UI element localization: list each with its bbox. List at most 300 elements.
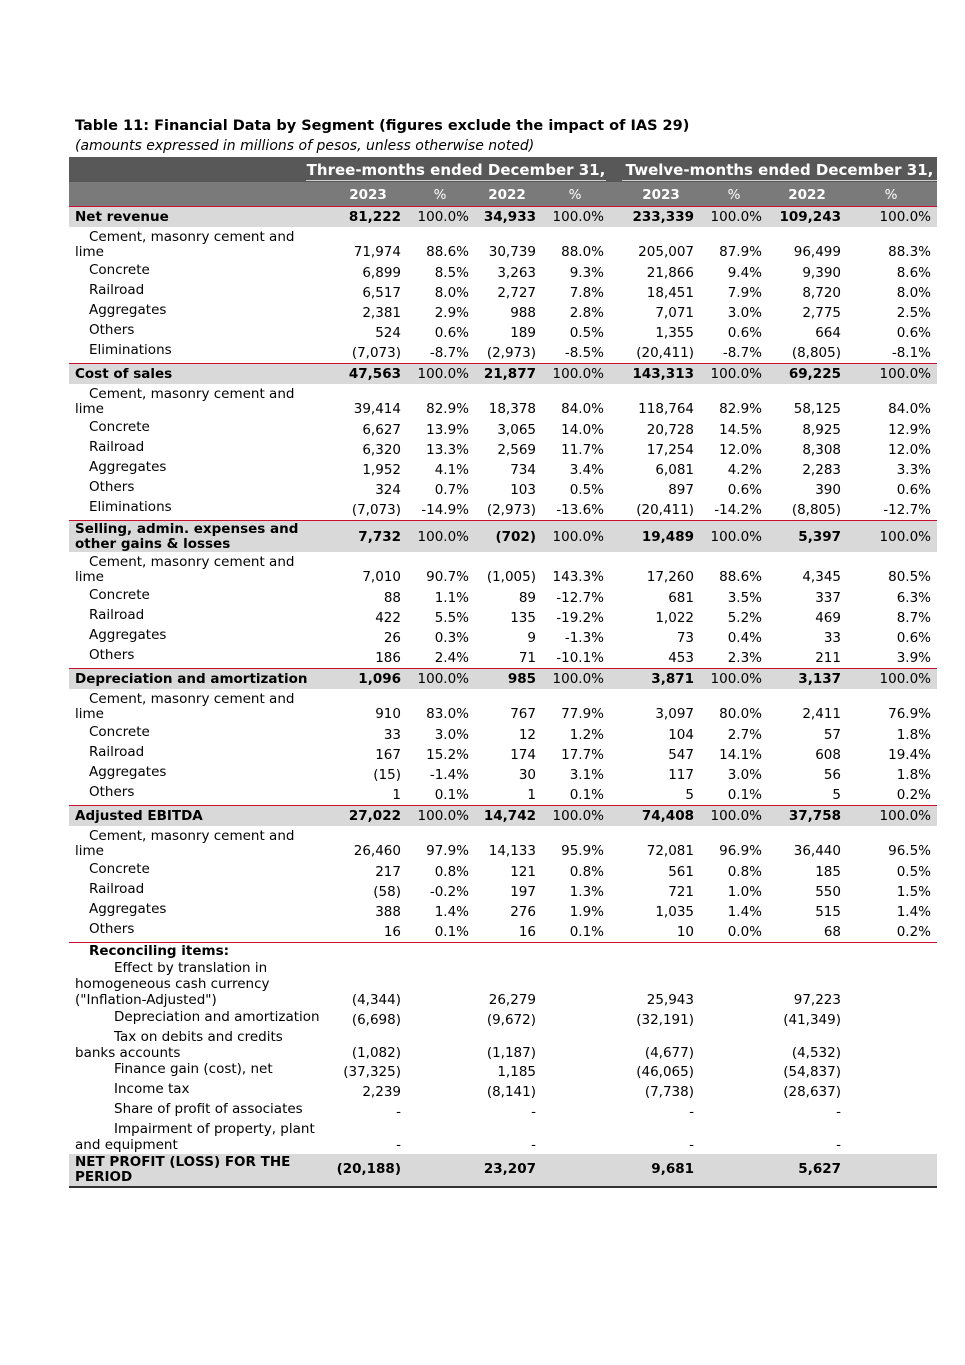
percent-cell: 100.0% — [879, 209, 931, 225]
row-label: Finance gain (cost), net — [114, 1061, 273, 1077]
percent-cell: 0.1% — [569, 787, 604, 803]
row-label-cell — [75, 384, 305, 420]
percent-cell: 1.4% — [434, 904, 469, 920]
amount-cell: 19,489 — [641, 529, 694, 545]
percent-cell: -12.7% — [556, 590, 604, 606]
percent-cell: 0.1% — [569, 924, 604, 940]
row-label-cell — [75, 588, 305, 608]
row-label-cell — [75, 648, 305, 668]
percent-cell: 100.0% — [552, 529, 604, 545]
amount-cell: 9,681 — [651, 1161, 694, 1177]
amount-cell: 1,185 — [497, 1064, 536, 1080]
percent-cell: 15.2% — [426, 747, 469, 763]
row-label-cell — [75, 343, 305, 363]
row-label-cell — [75, 323, 305, 343]
amount-cell: (4,677) — [644, 1045, 694, 1061]
row-label: Others — [89, 479, 135, 495]
amount-cell: 33 — [383, 727, 401, 743]
amount-cell: 469 — [815, 610, 841, 626]
column-header: 2022 — [488, 187, 526, 203]
row-label-cell — [75, 669, 308, 689]
row-label: Depreciation and amortization — [75, 671, 308, 687]
percent-cell: 88.0% — [561, 244, 604, 260]
percent-cell: -8.7% — [429, 345, 469, 361]
percent-cell: 2.8% — [569, 305, 604, 321]
row-label: Reconciling items: — [89, 943, 230, 959]
amount-cell: 30 — [518, 767, 536, 783]
percent-cell: 14.0% — [561, 422, 604, 438]
percent-cell: 8.5% — [434, 265, 469, 281]
amount-cell: - — [836, 1104, 841, 1120]
amount-cell: - — [836, 1137, 841, 1153]
amount-cell: 20,728 — [646, 422, 694, 438]
column-header: % — [568, 187, 582, 203]
amount-cell: (4,344) — [351, 992, 401, 1008]
percent-cell: 0.6% — [896, 325, 931, 341]
amount-cell: 721 — [668, 884, 694, 900]
table-row — [69, 420, 937, 440]
amount-cell: 7,071 — [655, 305, 694, 321]
row-label: Selling, admin. expenses and — [75, 521, 299, 537]
percent-cell: 84.0% — [561, 401, 604, 417]
percent-cell: 8.6% — [896, 265, 931, 281]
amount-cell: (58) — [373, 884, 401, 900]
percent-cell: 12.0% — [719, 442, 762, 458]
amount-cell: 211 — [815, 650, 841, 666]
percent-cell: 13.3% — [426, 442, 469, 458]
amount-cell: 185 — [815, 864, 841, 880]
row-label: Effect by translation in — [114, 960, 268, 976]
amount-cell: 1 — [392, 787, 401, 803]
percent-cell: 0.4% — [727, 630, 762, 646]
amount-cell: 88 — [383, 590, 401, 606]
row-label-cell — [75, 689, 305, 725]
row-label: Others — [89, 647, 135, 663]
row-label: other gains & losses — [75, 536, 231, 552]
percent-cell: 96.9% — [719, 843, 762, 859]
percent-cell: 6.3% — [896, 590, 931, 606]
amount-cell: 1,952 — [362, 462, 401, 478]
row-label: Aggregates — [89, 459, 167, 475]
table-row — [69, 227, 937, 263]
percent-cell: 100.0% — [879, 671, 931, 687]
amount-cell: (8,805) — [791, 502, 841, 518]
amount-cell: 69,225 — [788, 366, 841, 382]
amount-cell: 2,727 — [497, 285, 536, 301]
table-row — [69, 323, 937, 343]
row-label: Others — [89, 322, 135, 338]
amount-cell: 5 — [685, 787, 694, 803]
amount-cell: 2,239 — [362, 1084, 401, 1100]
amount-cell: 71,974 — [353, 244, 401, 260]
amount-cell: (6,698) — [351, 1012, 401, 1028]
row-label: Concrete — [89, 587, 150, 603]
amount-cell: 897 — [668, 482, 694, 498]
row-label-cell — [75, 806, 305, 826]
row-label-cell — [75, 922, 305, 942]
amount-cell: 664 — [815, 325, 841, 341]
percent-cell: 96.5% — [888, 843, 931, 859]
table-row — [69, 608, 937, 628]
table-row — [69, 1154, 937, 1188]
percent-cell: 0.1% — [727, 787, 762, 803]
row-label: Cement, masonry cement and — [89, 828, 295, 844]
row-label-cell — [75, 1009, 320, 1030]
amount-cell: 6,899 — [362, 265, 401, 281]
percent-cell: 83.0% — [426, 706, 469, 722]
table-row — [69, 725, 937, 745]
row-label-cell — [75, 1121, 315, 1154]
percent-cell: 0.5% — [569, 482, 604, 498]
column-header: % — [727, 187, 741, 203]
amount-cell: 17,254 — [646, 442, 694, 458]
amount-cell: 36,440 — [793, 843, 841, 859]
percent-cell: 0.5% — [569, 325, 604, 341]
row-label-cell — [75, 207, 305, 227]
table-row — [69, 303, 937, 323]
amount-cell: 14,133 — [488, 843, 536, 859]
amount-cell: (4,532) — [791, 1045, 841, 1061]
row-label-cell — [75, 1030, 305, 1062]
amount-cell: 26 — [383, 630, 401, 646]
row-label: Railroad — [89, 744, 145, 760]
row-label: Others — [89, 921, 135, 937]
percent-cell: 97.9% — [426, 843, 469, 859]
amount-cell: 121 — [510, 864, 536, 880]
row-label: Income tax — [114, 1081, 190, 1097]
percent-cell: 3.3% — [896, 462, 931, 478]
column-header: 2022 — [788, 187, 826, 203]
percent-cell: 0.2% — [896, 787, 931, 803]
table-row — [69, 440, 937, 460]
row-label: Cement, masonry cement and — [89, 554, 295, 570]
table-row — [69, 785, 937, 806]
amount-cell: 1 — [527, 787, 536, 803]
amount-cell: (46,065) — [636, 1064, 694, 1080]
amount-cell: 17,260 — [646, 569, 694, 585]
table-row — [69, 1010, 937, 1030]
amount-cell: 72,081 — [646, 843, 694, 859]
amount-cell: 5,627 — [798, 1161, 841, 1177]
row-label-cell — [75, 283, 305, 303]
amount-cell: 608 — [815, 747, 841, 763]
amount-cell: 515 — [815, 904, 841, 920]
amount-cell: 26,460 — [353, 843, 401, 859]
amount-cell: 47,563 — [348, 366, 401, 382]
percent-cell: 0.8% — [434, 864, 469, 880]
percent-cell: 3.9% — [896, 650, 931, 666]
row-label: ("Inflation-Adjusted") — [75, 992, 217, 1008]
percent-cell: -13.6% — [556, 502, 604, 518]
amount-cell: 27,022 — [348, 808, 401, 824]
amount-cell: 681 — [668, 590, 694, 606]
row-label-cell — [75, 902, 305, 922]
row-label: lime — [75, 401, 104, 417]
percent-cell: 88.3% — [888, 244, 931, 260]
amount-cell: (7,073) — [351, 345, 401, 361]
row-label: PERIOD — [75, 1169, 133, 1185]
row-label: homogeneous cash currency — [75, 976, 270, 992]
percent-cell: 14.5% — [719, 422, 762, 438]
amount-cell: - — [396, 1137, 401, 1153]
row-label: Net revenue — [75, 209, 169, 225]
amount-cell: 7,010 — [362, 569, 401, 585]
table-row — [69, 806, 937, 826]
percent-cell: 0.6% — [434, 325, 469, 341]
percent-cell: 100.0% — [552, 671, 604, 687]
percent-cell: 100.0% — [879, 529, 931, 545]
percent-cell: 17.7% — [561, 747, 604, 763]
amount-cell: 197 — [510, 884, 536, 900]
amount-cell: 217 — [375, 864, 401, 880]
row-label: Aggregates — [89, 901, 167, 917]
amount-cell: 58,125 — [793, 401, 841, 417]
percent-cell: 8.0% — [896, 285, 931, 301]
percent-cell: 7.8% — [569, 285, 604, 301]
percent-cell: 100.0% — [417, 671, 469, 687]
row-label-cell — [75, 785, 305, 805]
table-row — [69, 960, 937, 1010]
amount-cell: 34,933 — [483, 209, 536, 225]
header-twelve-months: Twelve-months ended December 31, — [622, 161, 937, 181]
percent-cell: -14.2% — [714, 502, 762, 518]
amount-cell: 1,096 — [358, 671, 401, 687]
percent-cell: -1.4% — [429, 767, 469, 783]
amount-cell: (20,188) — [336, 1161, 401, 1177]
percent-cell: 100.0% — [417, 808, 469, 824]
amount-cell: (7,738) — [644, 1084, 694, 1100]
amount-cell: 174 — [510, 747, 536, 763]
table-row — [69, 480, 937, 500]
row-label: NET PROFIT (LOSS) FOR THE — [75, 1154, 291, 1170]
amount-cell: 6,081 — [655, 462, 694, 478]
row-label: Concrete — [89, 724, 150, 740]
amount-cell: (1,187) — [486, 1045, 536, 1061]
column-header: % — [433, 187, 447, 203]
percent-cell: 143.3% — [552, 569, 604, 585]
amount-cell: 9 — [527, 630, 536, 646]
amount-cell: (702) — [495, 529, 536, 545]
amount-cell: 5 — [832, 787, 841, 803]
amount-cell: 74,408 — [641, 808, 694, 824]
row-label: lime — [75, 569, 104, 585]
amount-cell: (7,073) — [351, 502, 401, 518]
amount-cell: 37,758 — [788, 808, 841, 824]
percent-cell: 1.9% — [569, 904, 604, 920]
amount-cell: 30,739 — [488, 244, 536, 260]
row-label: banks accounts — [75, 1045, 181, 1061]
amount-cell: 453 — [668, 650, 694, 666]
table-row — [69, 826, 937, 862]
row-label-cell — [75, 1062, 305, 1082]
table-row — [69, 745, 937, 765]
percent-cell: 80.0% — [719, 706, 762, 722]
row-label: lime — [75, 244, 104, 260]
percent-cell: 84.0% — [888, 401, 931, 417]
amount-cell: - — [531, 1104, 536, 1120]
amount-cell: 73 — [676, 630, 694, 646]
table-row — [69, 364, 937, 384]
percent-cell: -8.5% — [564, 345, 604, 361]
percent-cell: 1.2% — [569, 727, 604, 743]
percent-cell: 100.0% — [417, 529, 469, 545]
amount-cell: 2,569 — [497, 442, 536, 458]
table-row — [69, 648, 937, 669]
column-header: % — [884, 187, 898, 203]
amount-cell: 103 — [510, 482, 536, 498]
table-row — [69, 1082, 937, 1102]
amount-cell: 205,007 — [638, 244, 694, 260]
row-label: Concrete — [89, 419, 150, 435]
amount-cell: - — [531, 1137, 536, 1153]
percent-cell: 82.9% — [719, 401, 762, 417]
table-row — [69, 521, 937, 552]
table-row — [69, 1062, 937, 1082]
row-label: Railroad — [89, 607, 145, 623]
row-label: Aggregates — [89, 302, 167, 318]
amount-cell: 4,345 — [802, 569, 841, 585]
amount-cell: 189 — [510, 325, 536, 341]
amount-cell: 422 — [375, 610, 401, 626]
amount-cell: 1,022 — [655, 610, 694, 626]
table-row — [69, 943, 937, 960]
table-row — [69, 882, 937, 902]
amount-cell: (28,637) — [783, 1084, 841, 1100]
table-row — [69, 384, 937, 420]
amount-cell: 71 — [518, 650, 536, 666]
amount-cell: 109,243 — [779, 209, 841, 225]
percent-cell: 88.6% — [719, 569, 762, 585]
percent-cell: 3.0% — [727, 767, 762, 783]
percent-cell: -8.7% — [722, 345, 762, 361]
percent-cell: 13.9% — [426, 422, 469, 438]
amount-cell: 988 — [510, 305, 536, 321]
amount-cell: 6,320 — [362, 442, 401, 458]
percent-cell: 100.0% — [710, 529, 762, 545]
amount-cell: 390 — [815, 482, 841, 498]
amount-cell: 5,397 — [798, 529, 841, 545]
row-label: Tax on debits and credits — [114, 1029, 283, 1045]
percent-cell: 8.7% — [896, 610, 931, 626]
amount-cell: 16 — [383, 924, 401, 940]
percent-cell: 0.3% — [434, 630, 469, 646]
amount-cell: 14,742 — [483, 808, 536, 824]
header-columns-row — [69, 182, 937, 207]
percent-cell: 7.9% — [727, 285, 762, 301]
table-row — [69, 283, 937, 303]
percent-cell: 4.2% — [727, 462, 762, 478]
table-row — [69, 1102, 937, 1122]
percent-cell: -12.7% — [883, 502, 931, 518]
row-label-cell — [75, 745, 305, 765]
amount-cell: (1,005) — [486, 569, 536, 585]
amount-cell: 3,871 — [651, 671, 694, 687]
percent-cell: 12.0% — [888, 442, 931, 458]
row-label: Aggregates — [89, 764, 167, 780]
table-row — [69, 902, 937, 922]
percent-cell: 2.5% — [896, 305, 931, 321]
amount-cell: (1,082) — [351, 1045, 401, 1061]
amount-cell: (2,973) — [486, 345, 536, 361]
amount-cell: 21,877 — [483, 366, 536, 382]
table-subtitle: (amounts expressed in millions of pesos, unless otherwise noted) — [75, 138, 535, 154]
row-label-cell — [75, 420, 305, 440]
percent-cell: 1.4% — [727, 904, 762, 920]
amount-cell: 57 — [823, 727, 841, 743]
amount-cell: - — [689, 1137, 694, 1153]
row-label: Railroad — [89, 282, 145, 298]
table-row — [69, 263, 937, 283]
percent-cell: 5.5% — [434, 610, 469, 626]
amount-cell: 33 — [823, 630, 841, 646]
percent-cell: 0.6% — [727, 325, 762, 341]
percent-cell: 11.7% — [561, 442, 604, 458]
amount-cell: 550 — [815, 884, 841, 900]
percent-cell: 0.7% — [434, 482, 469, 498]
table-row — [69, 1122, 937, 1154]
amount-cell: 68 — [823, 924, 841, 940]
percent-cell: 1.0% — [727, 884, 762, 900]
amount-cell: (15) — [373, 767, 401, 783]
percent-cell: 100.0% — [417, 209, 469, 225]
percent-cell: 3.4% — [569, 462, 604, 478]
percent-cell: 4.1% — [434, 462, 469, 478]
row-label-cell — [75, 608, 305, 628]
amount-cell: 388 — [375, 904, 401, 920]
amount-cell: 561 — [668, 864, 694, 880]
percent-cell: 77.9% — [561, 706, 604, 722]
amount-cell: (9,672) — [486, 1012, 536, 1028]
amount-cell: 18,451 — [646, 285, 694, 301]
percent-cell: 9.4% — [727, 265, 762, 281]
percent-cell: 100.0% — [552, 209, 604, 225]
amount-cell: 6,517 — [362, 285, 401, 301]
row-label-cell — [75, 440, 305, 460]
row-label: and equipment — [75, 1137, 178, 1153]
table-row — [69, 862, 937, 882]
amount-cell: (37,325) — [343, 1064, 401, 1080]
amount-cell: 524 — [375, 325, 401, 341]
table-row — [69, 922, 937, 943]
amount-cell: (54,837) — [783, 1064, 841, 1080]
percent-cell: 2.9% — [434, 305, 469, 321]
percent-cell: 3.1% — [569, 767, 604, 783]
amount-cell: (32,191) — [636, 1012, 694, 1028]
table-title: Table 11: Financial Data by Segment (figures exclude the impact of IAS 29) — [75, 118, 690, 134]
table-row — [69, 765, 937, 785]
percent-cell: -14.9% — [421, 502, 469, 518]
percent-cell: -0.2% — [429, 884, 469, 900]
percent-cell: 100.0% — [879, 808, 931, 824]
percent-cell: 0.6% — [896, 482, 931, 498]
amount-cell: 337 — [815, 590, 841, 606]
amount-cell: 2,381 — [362, 305, 401, 321]
row-label: lime — [75, 706, 104, 722]
percent-cell: 0.2% — [896, 924, 931, 940]
segment-table — [69, 157, 937, 1188]
amount-cell: 324 — [375, 482, 401, 498]
amount-cell: 734 — [510, 462, 536, 478]
row-label-cell — [75, 826, 305, 862]
row-label-cell — [75, 480, 305, 500]
percent-cell: 0.1% — [434, 787, 469, 803]
percent-cell: 100.0% — [552, 366, 604, 382]
amount-cell: 547 — [668, 747, 694, 763]
percent-cell: 8.0% — [434, 285, 469, 301]
percent-cell: -8.1% — [891, 345, 931, 361]
row-label: Concrete — [89, 861, 150, 877]
amount-cell: 276 — [510, 904, 536, 920]
